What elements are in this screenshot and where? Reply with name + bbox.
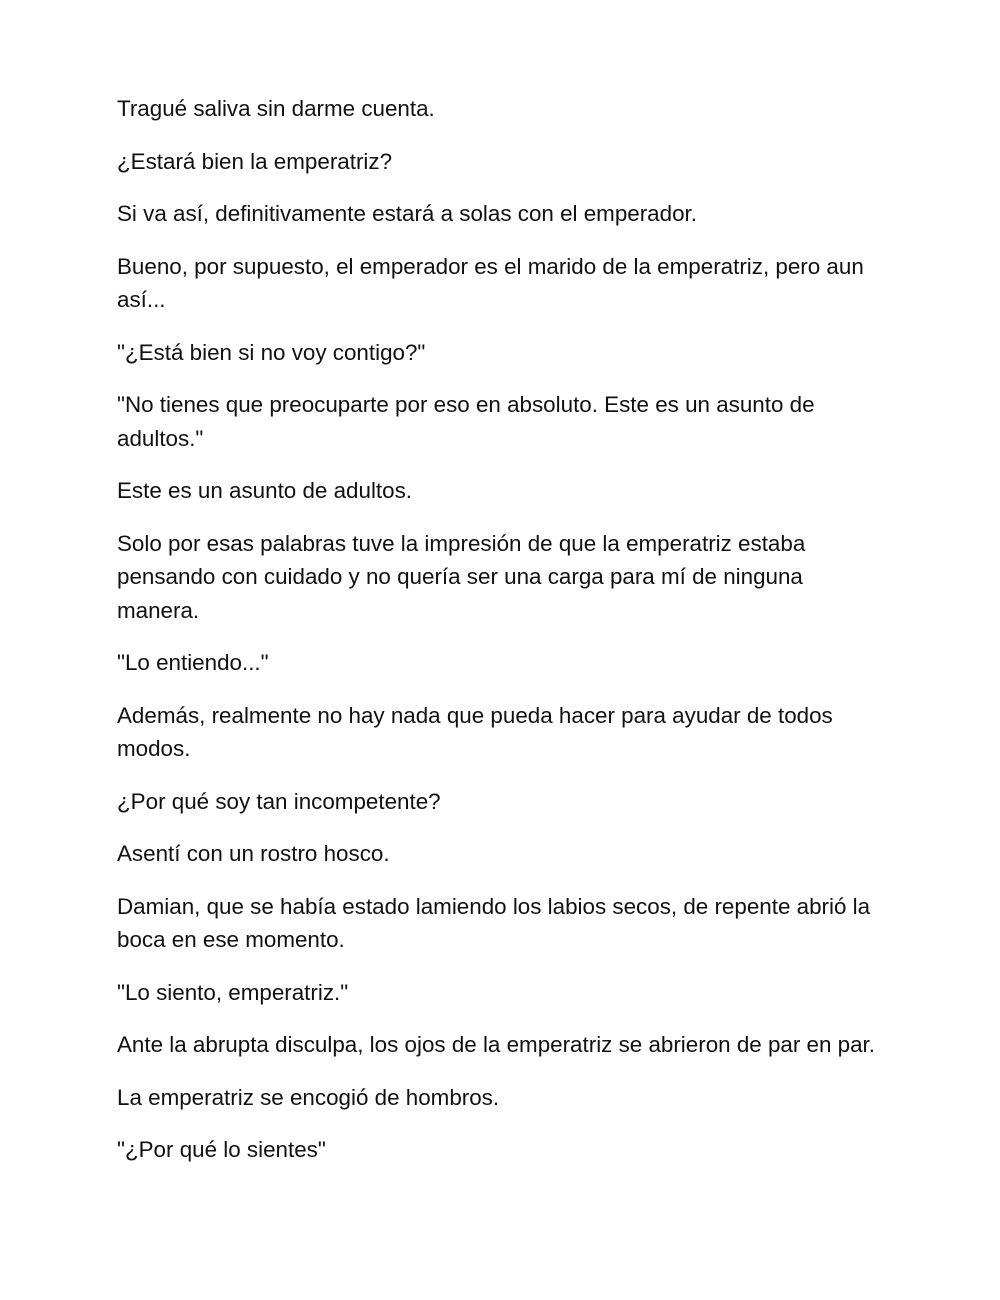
paragraph: Asentí con un rostro hosco. <box>117 841 390 866</box>
paragraph: "Lo siento, emperatriz." <box>117 979 349 1005</box>
paragraph: Ante la abrupta disculpa, los ojos de la emperatriz se abrieron de par en par. <box>117 1032 876 1057</box>
document-body <box>117 92 877 1186</box>
paragraph: Además, realmente no hay nada que pueda hacer para ayudar de todos modos. <box>117 702 833 761</box>
paragraph: "¿Está bien si no voy contigo?" <box>117 339 426 365</box>
paragraph: "Lo entiendo..." <box>117 650 269 675</box>
paragraph: Tragué saliva sin darme cuenta. <box>117 96 435 121</box>
paragraph: Si va así, definitivamente estará a solas con el emperador. <box>117 201 697 226</box>
paragraph: Solo por esas palabras tuve la impresión de que la emperatriz estaba pensando con cuidado y no quería ser una carga para mí de ninguna manera. <box>117 530 806 623</box>
paragraph: La emperatriz se encogió de hombros. <box>117 1084 500 1110</box>
paragraph: Este es un asunto de adultos. <box>117 478 413 503</box>
paragraph: Damian, que se había estado lamiendo los labios secos, de repente abrió la boca en ese momento. <box>117 893 871 952</box>
paragraph: "No tienes que preocuparte por eso en absoluto. Este es un asunto de adultos." <box>117 392 815 451</box>
paragraph: ¿Por qué soy tan incompetente? <box>117 788 441 814</box>
paragraph: Bueno, por supuesto, el emperador es el marido de la emperatriz, pero aun así... <box>117 253 864 312</box>
paragraph: ¿Estará bien la emperatriz? <box>117 148 393 174</box>
paragraph: "¿Por qué lo sientes" <box>117 1137 326 1162</box>
